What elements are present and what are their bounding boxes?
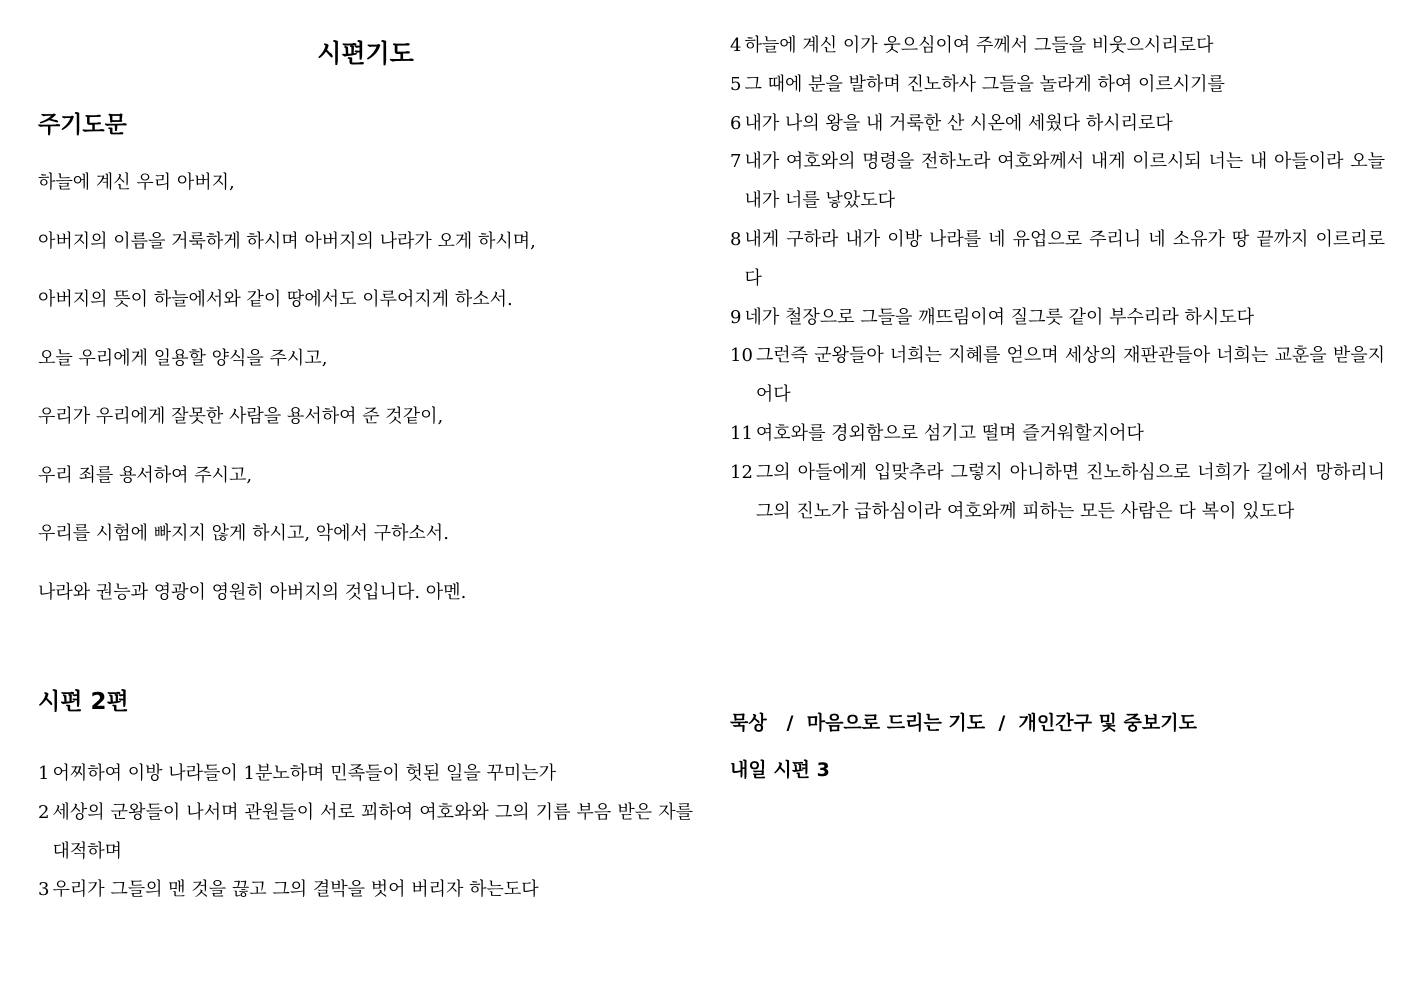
verse-text: 네가 철장으로 그들을 깨뜨림이여 질그릇 같이 부수리라 하시도다 (744, 306, 1254, 328)
verse-item (730, 415, 1385, 454)
verse-item (730, 337, 1385, 415)
verse-text: 우리가 그들의 맨 것을 끊고 그의 결박을 벗어 버리자 하는도다 (52, 879, 539, 901)
tomorrow-psalm-line: 내일 시편 3 (730, 759, 830, 781)
verse-text: 세상의 군왕들이 나서며 관원들이 서로 꾀하여 여호와와 그의 기름 부음 받은 자를 대적하며 (52, 801, 693, 862)
prayer-line: 나라와 권능과 영광이 영원히 아버지의 것입니다. 아멘. (38, 581, 467, 603)
prayer-line: 오늘 우리에게 일용할 양식을 주시고, (38, 347, 328, 369)
verse-number: 11 (730, 422, 753, 444)
verse-item (730, 143, 1385, 221)
verse-text: 그 때에 분을 발하며 진노하사 그들을 놀라게 하여 이르시기를 (744, 73, 1225, 95)
verse-item (38, 871, 693, 910)
verse-text: 내가 여호와의 명령을 전하노라 여호와께서 내게 이르시되 너는 내 아들이라 오늘 내가 너를 낳았도다 (744, 151, 1385, 212)
prayer-line: 아버지의 뜻이 하늘에서와 같이 땅에서도 이루어지게 하소서. (38, 289, 513, 310)
verse-item (730, 66, 1385, 105)
verse-text: 그런즉 군왕들아 너희는 지혜를 얻으며 세상의 재판관들아 너희는 교훈을 받을지어다 (755, 345, 1385, 406)
verse-number: 12 (730, 461, 753, 483)
verse-number: 8 (730, 228, 742, 250)
verse-number: 5 (730, 73, 742, 95)
verse-number: 9 (730, 306, 742, 328)
verse-item (730, 221, 1385, 299)
prayer-line: 하늘에 계신 우리 아버지, (38, 172, 235, 193)
verse-item (730, 105, 1385, 144)
page-title: 시편기도 (317, 39, 414, 68)
verse-number: 10 (730, 345, 753, 367)
lords-prayer-heading: 주기도문 (38, 112, 127, 138)
lords-prayer-lines (38, 171, 698, 639)
verse-item (730, 299, 1385, 338)
psalm-verses-right (730, 27, 1385, 531)
prayer-line: 우리가 우리에게 잘못한 사람을 용서하여 준 것같이, (38, 406, 444, 427)
verse-text: 내가 나의 왕을 내 거룩한 산 시온에 세웠다 하시리로다 (744, 112, 1173, 134)
verse-item (38, 755, 693, 794)
verse-number: 2 (38, 801, 50, 823)
verse-number: 6 (730, 112, 742, 134)
verse-text: 여호와를 경외함으로 섬기고 떨며 즐거워할지어다 (755, 422, 1144, 444)
verse-text: 내게 구하라 내가 이방 나라를 네 유업으로 주리니 네 소유가 땅 끝까지 이르리로다 (744, 228, 1385, 289)
prayer-line: 우리를 시험에 빠지지 않게 하시고, 악에서 구하소서. (38, 523, 449, 544)
verse-number: 7 (730, 151, 742, 173)
verse-number: 3 (38, 879, 50, 901)
psalm-heading: 시편 2편 (38, 689, 129, 715)
verse-number: 1 (38, 763, 50, 784)
psalm-verses-left (38, 755, 693, 910)
meditation-line: 묵상 / 마음으로 드리는 기도 / 개인간구 및 중보기도 (730, 712, 1197, 734)
verse-item (730, 454, 1385, 532)
verse-number: 4 (730, 35, 742, 56)
verse-item (38, 794, 693, 872)
prayer-line: 아버지의 이름을 거룩하게 하시며 아버지의 나라가 오게 하시며, (38, 230, 536, 252)
prayer-line: 우리 죄를 용서하여 주시고, (38, 464, 253, 486)
verse-item (730, 27, 1385, 66)
verse-text: 그의 아들에게 입맞추라 그렇지 아니하면 진노하심으로 너희가 길에서 망하리니 그의 진노가 급하심이라 여호와께 피하는 모든 사람은 다 복이 있도다 (755, 461, 1385, 522)
verse-text: 하늘에 계신 이가 웃으심이여 주께서 그들을 비웃으시리로다 (744, 35, 1214, 56)
verse-text: 어찌하여 이방 나라들이 1분노하며 민족들이 헛된 일을 꾸미는가 (52, 763, 557, 784)
